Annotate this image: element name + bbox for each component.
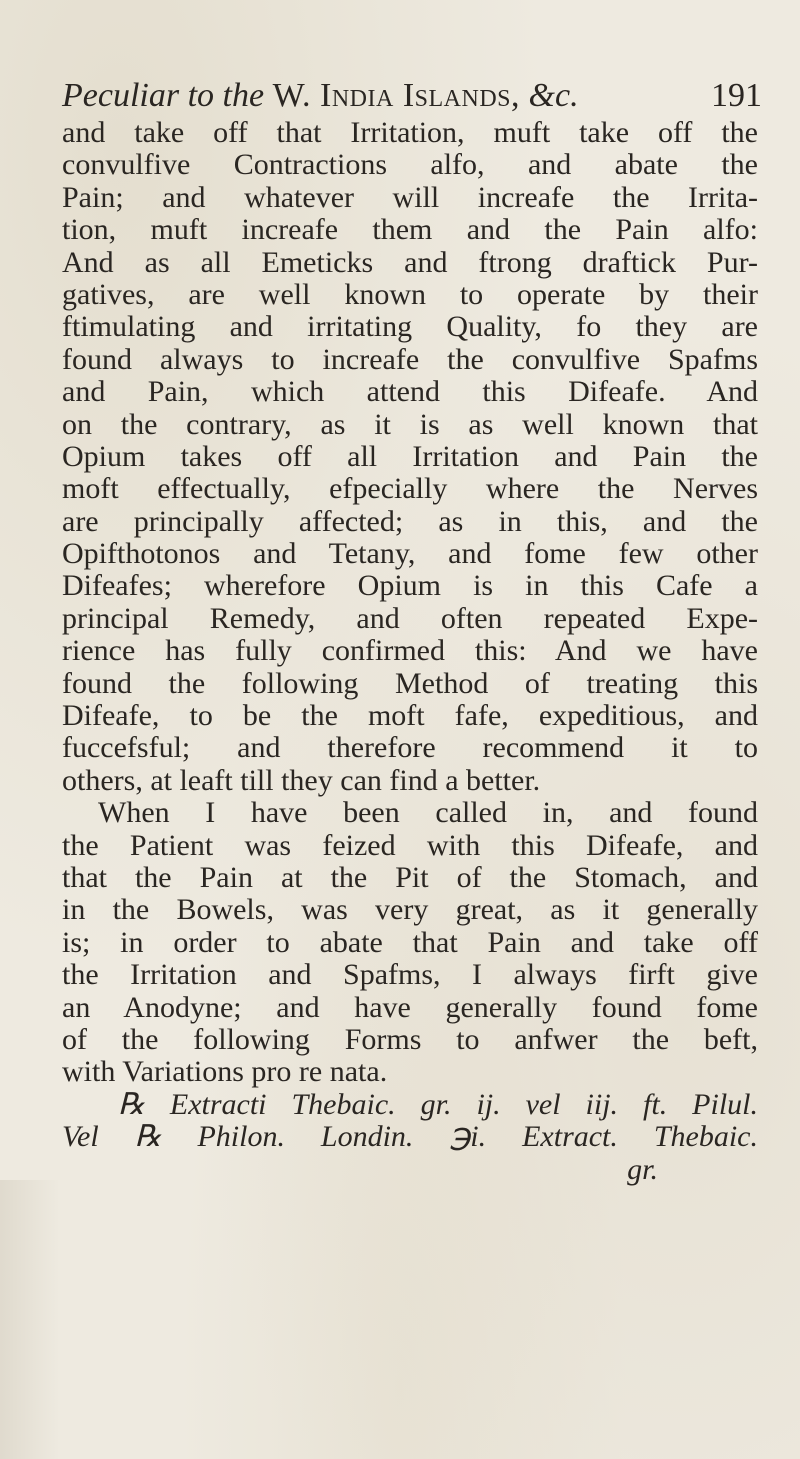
page-edge-shadow — [0, 1180, 60, 1459]
text-line: moft effectually, efpecially where the Nerves — [62, 472, 758, 506]
text-line: the Patient was feized with this Difeafe, and — [62, 828, 758, 862]
prescription-line: Vel ℞ Philon. Londin. ℈i. Extract. Thebaic. — [62, 1120, 758, 1154]
body-text — [62, 117, 758, 1186]
text-line: found the following Method of treating this — [62, 666, 758, 700]
text-line: and Pain, which attend this Difeafe. And — [62, 375, 758, 409]
running-head-title — [62, 77, 579, 114]
text-line: Opium takes off all Irritation and Pain the — [62, 439, 758, 473]
text-line: are principally affected; as in this, and the — [62, 504, 758, 538]
text-line: of the following Forms to anfwer the beft, — [62, 1022, 758, 1056]
prescription-line: ℞ Extracti Thebaic. gr. ij. vel iij. ft. Pilul. — [118, 1087, 758, 1121]
text-line: rience has fully confirmed this: And we have — [62, 634, 758, 668]
text-line: is; in order to abate that Pain and take off — [62, 925, 758, 959]
text-line: When I have been called in, and found — [98, 796, 758, 830]
text-line: on the contrary, as it is as well known that — [62, 407, 758, 441]
text-line: principal Remedy, and often repeated Expe- — [62, 601, 758, 635]
running-head-caps: W. India Islands, — [272, 77, 521, 114]
text-line: with Variations pro re nata. — [62, 1055, 388, 1089]
page-number: 191 — [711, 77, 762, 114]
text-line: And as all Emeticks and ftrong draftick Pur- — [62, 245, 758, 279]
text-line: and take off that Irritation, muft take off the — [62, 116, 758, 149]
text-line: in the Bowels, was very great, as it generally — [62, 893, 758, 927]
text-line: tion, muft increafe them and the Pain alfo: — [62, 213, 758, 247]
text-line: convulfive Contractions alfo, and abate the — [62, 148, 758, 182]
text-line: the Irritation and Spafms, I always firft give — [62, 958, 758, 992]
running-head-prefix: Peculiar to the — [62, 77, 273, 114]
text-line: found always to increafe the convulfive Spafms — [62, 342, 758, 376]
text-line: Difeafes; wherefore Opium is in this Cafe a — [62, 569, 758, 603]
text-line: that the Pain at the Pit of the Stomach, and — [62, 860, 758, 894]
catchword: gr. — [627, 1152, 658, 1186]
running-head — [62, 76, 762, 116]
text-line: fuccefsful; and therefore recommend it to — [62, 731, 758, 765]
text-line: Opifthotonos and Tetany, and fome few other — [62, 537, 758, 571]
text-line: gatives, are well known to operate by their — [62, 277, 758, 311]
text-line: Difeafe, to be the moft fafe, expeditious, and — [62, 699, 758, 733]
text-line: Pain; and whatever will increafe the Irrita- — [62, 180, 758, 214]
text-line: others, at leaft till they can find a better. — [62, 763, 541, 797]
text-line: ftimulating and irritating Quality, fo they are — [62, 310, 758, 344]
text-line: an Anodyne; and have generally found fome — [62, 990, 758, 1024]
running-head-suffix: &c. — [520, 77, 579, 114]
